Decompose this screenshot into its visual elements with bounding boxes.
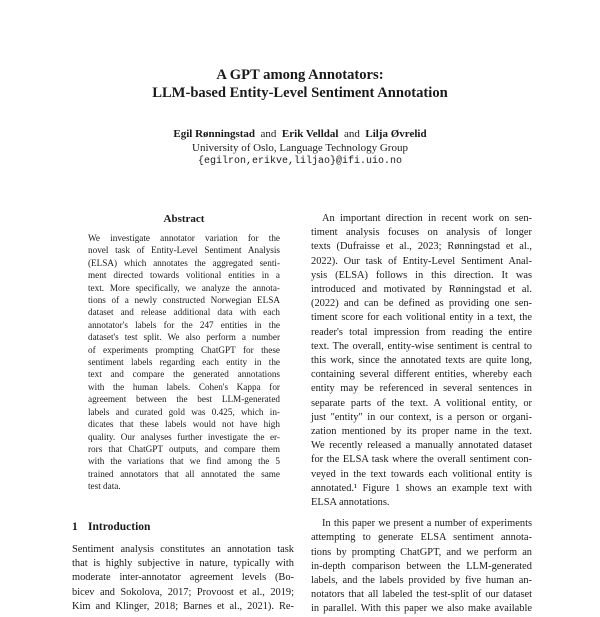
- text-line: that is highly subjective in nature, typically with: [72, 558, 294, 570]
- text-line: texts (Dufraisse et al., 2023; Rønningstad et al.,: [311, 241, 532, 253]
- text-line: tions of a newly constructed Norwegian ELSA: [88, 295, 280, 306]
- text-line: separate parts of the text. A volitional entity, or: [311, 397, 532, 409]
- abstract-body: [88, 232, 280, 493]
- text-line: bicev and Sokolova, 2017; Provoost et al., 2019;: [72, 586, 294, 598]
- text-line: reader's total impression from reading the entire: [311, 326, 532, 338]
- text-line: dicates that these labels would not have high: [88, 419, 280, 430]
- text-line: Sentiment analysis constitutes an annotation task: [72, 544, 294, 555]
- text-line: ment directed towards volitional entities in a: [88, 270, 280, 281]
- text-line: dataset and release additional data with each: [88, 307, 280, 318]
- right-column-body: [311, 212, 532, 617]
- text-line: timent analysis focuses on analysis of longer: [311, 227, 532, 239]
- text-line: text. The overall, entity-wise sentiment is central to: [311, 340, 532, 352]
- text-line: We recently released a manually annotated dataset: [311, 440, 532, 452]
- text-line: of experiments prompting ChatGPT for these: [88, 344, 280, 355]
- author-separator: and: [343, 128, 360, 140]
- author-email: {egilron,erikve,liljao}@ifi.uio.no: [197, 156, 403, 167]
- text-line: rors that ChatGPT outputs, and compare them: [88, 443, 280, 454]
- text-line: trained annotators that all annotated the same: [88, 468, 280, 479]
- text-line: text and compare the generated annotations: [88, 369, 280, 380]
- introduction-body: [72, 543, 294, 614]
- text-line: tions by prompting ChatGPT, and we perform an: [311, 546, 532, 558]
- text-line: (ELSA) which annotates the aggregated senti-: [88, 257, 280, 268]
- paragraph: [311, 212, 532, 510]
- title-line-2: LLM-based Entity-Level Sentiment Annotation: [152, 85, 448, 101]
- paragraph: [311, 517, 532, 616]
- text-line: We investigate annotator variation for the: [88, 233, 280, 243]
- author-separator: and: [260, 128, 277, 140]
- paper-title: [0, 66, 600, 102]
- author-1: Egil Rønningstad: [173, 128, 256, 140]
- text-line: (2022) and can be defined as providing one sen-: [311, 298, 532, 310]
- text-line: text. More specifically, we analyze the annota-: [88, 282, 280, 293]
- author-3: Lilja Øvrelid: [365, 128, 427, 140]
- text-line: An important direction in recent work on sen-: [322, 213, 532, 224]
- text-line: ysis (ELSA) follows in this direction. It was: [311, 269, 532, 281]
- text-line: annotated.¹ Figure 1 shows an example text with: [311, 482, 532, 494]
- text-line: annotator's labels for the 247 entities in the: [88, 319, 280, 330]
- text-line: In this paper we present a number of experiments: [322, 518, 532, 530]
- section-number: 1: [72, 521, 78, 533]
- text-line: timent score for each volitional entity in a text, the: [311, 312, 532, 324]
- text-line: introduced and motivated by Rønningstad et al.: [311, 284, 532, 296]
- text-line: novel task of Entity-Level Sentiment Analysis: [88, 245, 280, 256]
- text-line: labels and curated gold was 0.425, which in-: [88, 406, 280, 417]
- section-heading: [72, 520, 302, 534]
- text-line: just "entity" in our context, is a person or organi-: [311, 411, 532, 423]
- text-line: dataset's test split. We also perform a number: [88, 332, 280, 343]
- text-line: agreement between the best LLM-generated: [88, 394, 280, 405]
- text-line: this work, since the annotated texts are quite long,: [311, 355, 532, 367]
- author-list: [0, 127, 600, 141]
- text-line: with the variations that we find among the 5: [88, 456, 280, 467]
- text-line: test data.: [88, 481, 121, 492]
- abstract-heading: Abstract: [163, 213, 205, 225]
- text-line: quality. Our analyses further investigate the er-: [88, 431, 280, 442]
- text-line: Kim and Klinger, 2018; Barnes et al., 2021). Re-: [72, 600, 294, 612]
- text-line: in-depth comparison between the LLM-generated: [311, 560, 532, 572]
- text-line: 2022). Our task of Entity-Level Sentiment Anal-: [311, 255, 532, 267]
- text-line: with the human labels. Cohen's Kappa for: [88, 381, 280, 392]
- text-line: veyed in the text towards each volitional entity is: [311, 468, 532, 480]
- text-line: entity may be referenced in several sentences in: [311, 383, 532, 395]
- text-line: notators that all labeled the test-split of our dataset: [311, 589, 532, 601]
- text-line: sentiment labels regarding each entity in the: [88, 357, 280, 368]
- text-line: attempting to generate ELSA sentiment annota-: [311, 532, 532, 544]
- text-line: moderate inter-annotator agreement levels (Bo-: [72, 572, 294, 584]
- text-line: ELSA annotations.: [311, 497, 390, 509]
- title-line-1: A GPT among Annotators:: [216, 67, 384, 83]
- author-2: Erik Velldal: [281, 128, 339, 140]
- text-line: for the ELSA task where the overall sentiment con-: [311, 454, 532, 466]
- text-line: containing several different entities, whereby each: [311, 369, 532, 381]
- text-line: labels, and the labels provided by five human an-: [311, 575, 532, 587]
- text-line: zation mentioned by its proper name in the text.: [311, 426, 532, 438]
- text-line: in parallel. With this paper we also make available: [311, 603, 532, 615]
- affiliation: University of Oslo, Language Technology Group: [192, 142, 408, 154]
- section-title: Introduction: [88, 521, 151, 533]
